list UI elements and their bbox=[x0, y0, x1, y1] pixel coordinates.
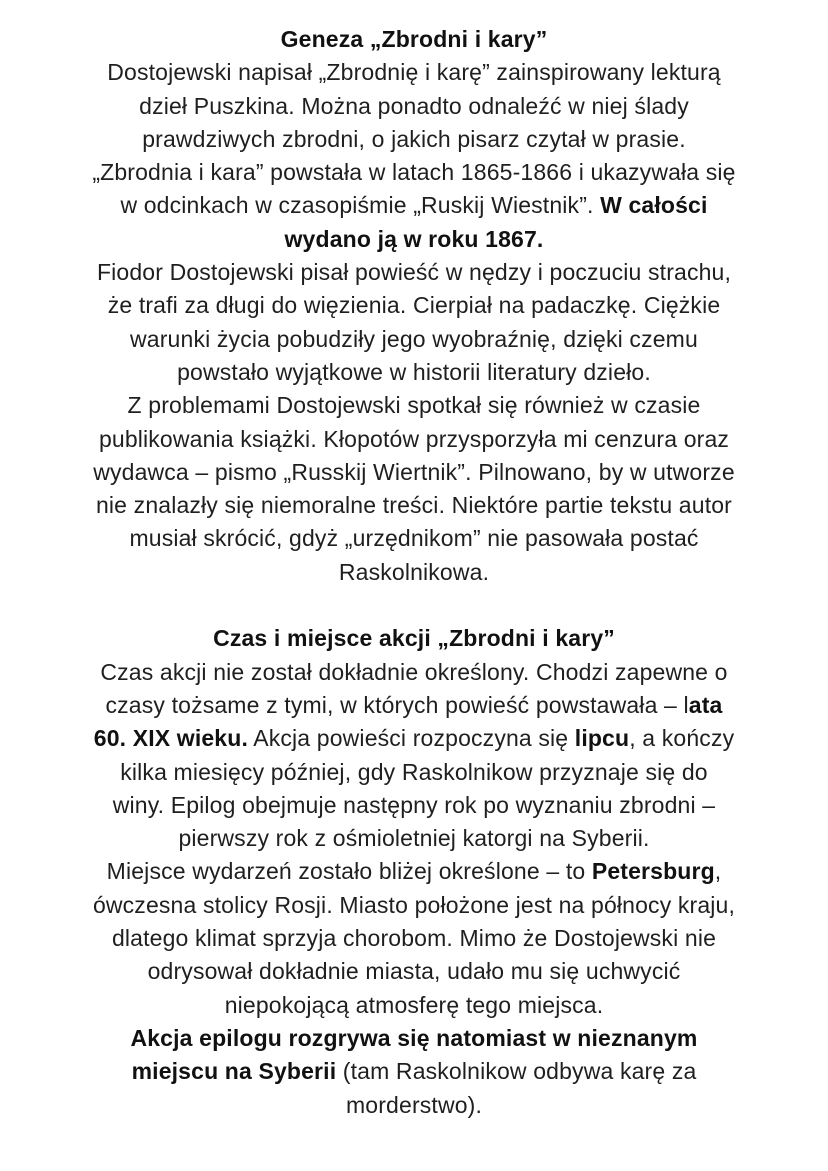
text-bold: lipcu bbox=[574, 725, 630, 752]
section-spacer bbox=[0, 589, 828, 622]
section-heading-czas-i-miejsce: Czas i miejsce akcji „Zbrodni i kary” bbox=[213, 625, 615, 652]
text-bold: W całości bbox=[600, 192, 708, 219]
text-line bbox=[0, 722, 828, 755]
text-line bbox=[0, 1022, 828, 1055]
text-line: Z problemami Dostojewski spotkał się również w czasie bbox=[127, 392, 701, 419]
text-normal: , bbox=[714, 858, 722, 885]
text-line: morderstwo). bbox=[346, 1091, 482, 1118]
text-line bbox=[0, 689, 828, 722]
text-line: odrysował dokładnie miasta, udało mu się uchwycić bbox=[147, 958, 681, 985]
text-bold: miejscu na Syberii bbox=[131, 1058, 337, 1085]
text-line bbox=[0, 1055, 828, 1088]
text-bold: wydano ją w roku 1867. bbox=[284, 225, 544, 252]
text-line: Raskolnikowa. bbox=[338, 558, 490, 585]
text-line: warunki życia pobudziły jego wyobraźnię, dzięki czemu bbox=[130, 325, 698, 352]
text-bold: Akcja epilogu rozgrywa się natomiast w nieznanym bbox=[130, 1024, 698, 1051]
text-line: musiał skrócić, gdyż „urzędnikom” nie pasowała postać bbox=[129, 525, 699, 552]
text-line: niepokojącą atmosferę tego miejsca. bbox=[224, 991, 604, 1018]
text-line bbox=[0, 855, 828, 888]
text-normal: (tam Raskolnikow odbywa karę za bbox=[336, 1058, 697, 1085]
text-normal: Akcja powieści rozpoczyna się bbox=[247, 725, 575, 752]
text-line: że trafi za długi do więzienia. Cierpiał na padaczkę. Ciężkie bbox=[107, 292, 721, 319]
text-bold: Petersburg bbox=[591, 858, 715, 885]
text-line: „Zbrodnia i kara” powstała w latach 1865-1866 i ukazywała się bbox=[92, 159, 736, 186]
text-bold: ata bbox=[688, 691, 723, 718]
text-line: prawdziwych zbrodni, o jakich pisarz czytał w prasie. bbox=[142, 125, 686, 152]
text-line: pierwszy rok z ośmioletniej katorgi na Syberii. bbox=[178, 825, 650, 852]
text-line: nie znalazły się niemoralne treści. Niektóre partie tekstu autor bbox=[95, 492, 732, 519]
text-line: Czas akcji nie został dokładnie określony. Chodzi zapewne o bbox=[100, 658, 728, 685]
text-line: dzieł Puszkina. Można ponadto odnaleźć w niej ślady bbox=[139, 92, 689, 119]
text-line: Fiodor Dostojewski pisał powieść w nędzy i poczuciu strachu, bbox=[96, 259, 732, 286]
text-normal: czasy tożsame z tymi, w których powieść powstawała – l bbox=[105, 691, 689, 718]
text-line: ówczesna stolicy Rosji. Miasto położone jest na północy kraju, bbox=[92, 891, 736, 918]
text-normal: Miejsce wydarzeń zostało bliżej określone – to bbox=[106, 858, 592, 885]
text-line: Dostojewski napisał „Zbrodnię i karę” zainspirowany lekturą bbox=[107, 59, 721, 86]
text-line: winy. Epilog obejmuje następny rok po wyznaniu zbrodni – bbox=[112, 791, 716, 818]
text-line: kilka miesięcy później, gdy Raskolnikow przyznaje się do bbox=[120, 758, 708, 785]
text-line: wydawca – pismo „Russkij Wiertnik”. Pilnowano, by w utworze bbox=[93, 458, 735, 485]
text-normal: w odcinkach w czasopiśmie „Ruskij Wiestnik”. bbox=[120, 192, 601, 219]
text-line: publikowania książki. Kłopotów przysporzyła mi cenzura oraz bbox=[98, 425, 730, 452]
text-line bbox=[0, 223, 828, 256]
text-normal: , a kończy bbox=[629, 725, 735, 752]
text-line: dlatego klimat sprzyja chorobom. Mimo że Dostojewski nie bbox=[111, 925, 717, 952]
text-line: powstało wyjątkowe w historii literatury dzieło. bbox=[177, 358, 651, 385]
document-page bbox=[0, 23, 828, 1122]
text-bold: 60. XIX wieku. bbox=[93, 725, 248, 752]
section-heading-geneza: Geneza „Zbrodni i kary” bbox=[280, 26, 548, 52]
text-line bbox=[0, 189, 828, 222]
